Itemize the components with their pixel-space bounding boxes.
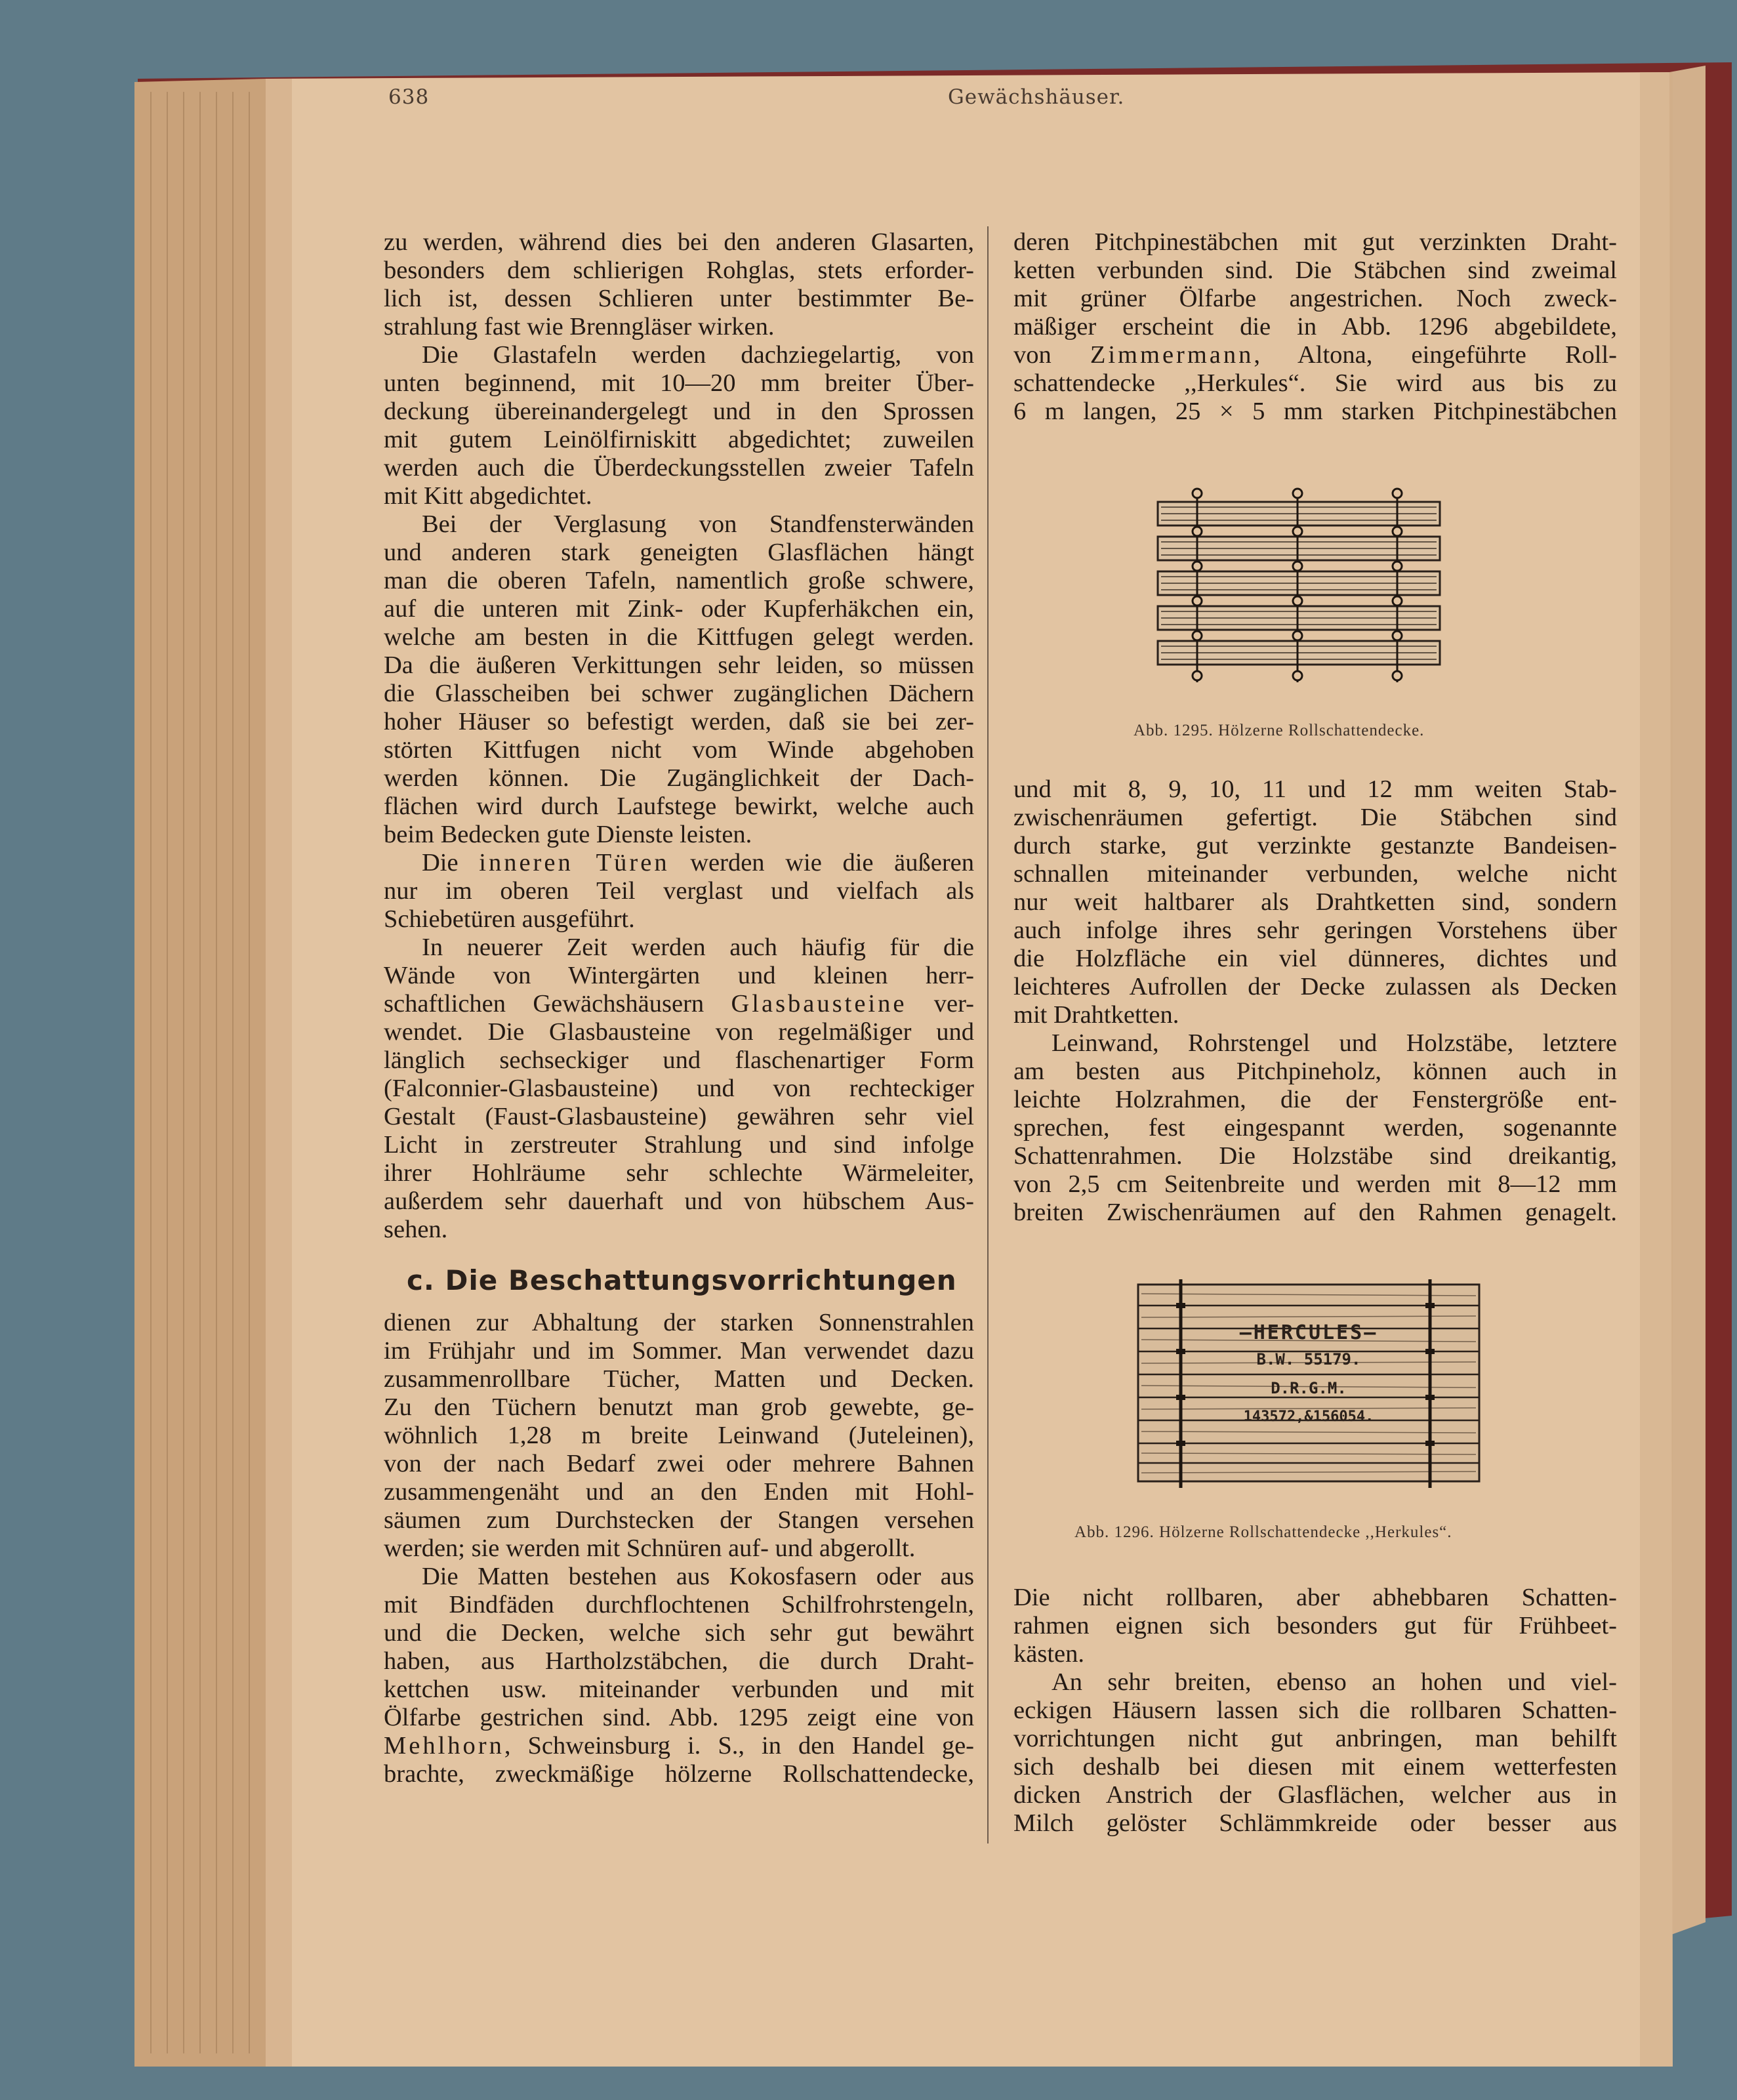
text-line: Die Glastafeln werden dachziegelartig, von [422,341,974,369]
text-line: schattendecke ,,Herkules“. Sie wird aus bis zu [1013,369,1617,397]
right-column [1013,228,1617,426]
text-line: Schattenrahmen. Die Holzstäbe sind dreikantig, [1013,1142,1617,1170]
text-line: Milch gelöster Schlämmkreide oder besser aus [1013,1809,1617,1837]
text-line: Bei der Verglasung von Standfensterwänden [422,510,974,538]
paragraph [384,849,974,934]
text-line: am besten aus Pitchpineholz, können auch in [1013,1058,1617,1085]
text-line: man die oberen Tafeln, namentlich große schwere, [384,567,974,594]
text-line: flächen wird durch Laufstege bewirkt, welche auch [384,793,974,820]
text-line: kettchen usw. miteinander verbunden und mit [384,1676,974,1703]
herkules-stamp [1194,1322,1423,1428]
text-line: zwischenräumen gefertigt. Die Stäbchen sind [1013,804,1617,831]
text-line: schnallen miteinander verbunden, welche nicht [1013,860,1617,888]
text-line: mit gutem Leinölfirniskitt abgedichtet; zuweilen [384,426,974,453]
paragraph [1013,1029,1617,1227]
text-line: zusammengenäht und an den Enden mit Hohl- [384,1478,974,1506]
text-line: und anderen stark geneigten Glasflächen hängt [384,539,974,566]
stamp-line: D.R.G.M. [1271,1379,1347,1397]
text-line: wendet. Die Glasbausteine von regelmäßiger und [384,1018,974,1046]
text-line: ihrer Hohlräume sehr schlechte Wärmeleiter, [384,1159,974,1187]
stamp-line: B.W. 55179. [1256,1350,1361,1369]
text-line: auf die unteren mit Zink- oder Kupferhäkchen ein, [384,595,974,623]
figure-1296-herkules-shade [1135,1279,1482,1489]
text-line: nur weit haltbarer als Drahtketten sind, sondern [1013,888,1617,916]
text-line: Die inneren Türen werden wie die äußeren [422,849,974,876]
paragraph [384,934,974,1244]
text-line: zusammenrollbare Tücher, Matten und Decken. [384,1365,974,1393]
spaced-emphasis: Mehlhorn [384,1732,504,1760]
text-line: Schiebetüren ausgeführt. [384,905,635,933]
text-line: Die Matten bestehen aus Kokosfasern oder aus [422,1563,974,1590]
text-line: werden auch die Überdeckungsstellen zweier Tafeln [384,454,974,482]
paragraph [384,341,974,510]
paragraph [1013,1668,1617,1838]
text-line: rahmen eignen sich besonders gut für Frühbeet- [1013,1612,1617,1639]
text-line: und mit 8, 9, 10, 11 und 12 mm weiten Stab- [1013,775,1617,803]
spaced-emphasis: Glasbausteine [731,990,907,1018]
text-line: mit grüner Ölfarbe angestrichen. Noch zweck- [1013,285,1617,312]
paragraph [384,228,974,341]
text-line: sehen. [384,1216,448,1243]
text-line: kästen. [1013,1640,1084,1668]
text-line: An sehr breiten, ebenso an hohen und viel- [1052,1668,1617,1696]
text-line: deren Pitchpinestäbchen mit gut verzinkten Draht- [1013,228,1617,256]
paragraph [384,1563,974,1788]
paragraph [1013,775,1617,1029]
text-line: störten Kittfugen nicht vom Winde abgehoben [384,736,974,764]
text-line: die Holzfläche ein viel dünneres, dichtes und [1013,945,1617,972]
text-line: deckung übereinandergelegt und in den Sprossen [384,398,974,425]
text-line: mit Kitt abgedichtet. [384,482,592,510]
text-line: die Glasscheiben bei schwer zugänglichen Dächern [384,680,974,707]
page-number: 638 [388,85,430,109]
text-line: säumen zum Durchstecken der Stangen versehen [384,1506,974,1534]
text-line: ketten verbunden sind. Die Stäbchen sind zweimal [1013,257,1617,284]
right-column-bottom [1013,1584,1617,1838]
text-line: mäßiger erscheint die in Abb. 1296 abgebildete, [1013,313,1617,340]
text-line: wöhnlich 1,28 m breite Leinwand (Juteleinen), [384,1422,974,1449]
text-line: Mehlhorn, Schweinsburg i. S., in den Handel ge- [384,1732,974,1760]
text-line: von 2,5 cm Seitenbreite und werden mit 8—12 mm [1013,1170,1617,1198]
paragraph [1013,1584,1617,1668]
text-line: schaftlichen Gewächshäusern Glasbausteine ver- [384,990,974,1018]
text-line: Da die äußeren Verkittungen sehr leiden, so müssen [384,651,974,679]
spaced-emphasis: inneren Türen [479,849,670,876]
text-line: beim Bedecken gute Dienste leisten. [384,821,752,848]
running-title: Gewächshäuser. [948,85,1125,109]
text-line: unten beginnend, mit 10—20 mm breiter Über- [384,369,974,397]
section-heading: c. Die Beschattungsvorrichtungen [407,1264,957,1296]
text-line: Wände von Wintergärten und kleinen herr- [384,962,974,989]
text-line: werden können. Die Zugänglichkeit der Dach- [384,764,974,792]
text-line: sprechen, fest eingespannt werden, sogenannte [1013,1114,1617,1142]
text-line: In neuerer Zeit werden auch häufig für die [422,934,974,961]
text-line: Gestalt (Faust-Glasbausteine) gewähren sehr viel [384,1103,974,1130]
text-line: welche am besten in die Kittfugen gelegt werden. [384,623,974,651]
figure-1295-roller-shade [1148,485,1450,695]
text-line: von der nach Bedarf zwei oder mehrere Bahnen [384,1450,974,1477]
text-line: eckigen Häusern lassen sich die rollbaren Schatten- [1013,1697,1617,1724]
text-line: hoher Häuser so befestigt werden, daß sie bei zer- [384,708,974,735]
text-line: dicken Anstrich der Glasflächen, welcher aus in [1013,1781,1617,1809]
text-line: Die nicht rollbaren, aber abhebbaren Schatten- [1013,1584,1617,1611]
text-line: von Zimmermann, Altona, eingeführte Roll- [1013,341,1618,369]
text-line: besonders dem schlierigen Rohglas, stets erforder- [384,257,974,284]
text-line: vorrichtungen nicht gut anbringen, man behilft [1013,1725,1617,1752]
figure-1295-caption: Abb. 1295. Hölzerne Rollschattendecke. [1134,722,1425,739]
text-line: mit Bindfäden durchflochtenen Schilfrohrstengeln, [384,1591,974,1618]
text-line: sich deshalb bei diesen mit einem wetterfesten [1013,1753,1617,1781]
figure-1296-caption: Abb. 1296. Hölzerne Rollschattendecke ,,Herkules“. [1074,1523,1452,1541]
text-line: brachte, zweckmäßige hölzerne Rollschattendecke, [384,1760,974,1788]
text-line: strahlung fast wie Brenngläser wirken. [384,313,775,340]
paragraph [1013,228,1617,426]
text-line: lich ist, dessen Schlieren unter bestimmter Be- [384,285,974,312]
text-line: länglich sechseckiger und flaschenartiger Form [384,1046,974,1074]
text-line: und die Decken, welche sich sehr gut bewährt [384,1619,974,1647]
right-column-middle [1013,775,1617,1227]
stamp-line: 143572,&156054. [1243,1409,1374,1425]
spaced-emphasis: Zimmermann [1090,341,1254,369]
text-line: 6 m langen, 25 × 5 mm starken Pitchpinestäbchen [1013,398,1617,425]
text-line: dienen zur Abhaltung der starken Sonnenstrahlen [384,1309,974,1336]
text-line: leichteres Aufrollen der Decke zulassen als Decken [1013,973,1617,1000]
text-line: werden; sie werden mit Schnüren auf- und abgerollt. [384,1534,916,1562]
text-line: Licht in zerstreuter Strahlung und sind infolge [384,1131,974,1159]
paragraph [384,1309,974,1563]
text-line: breiten Zwischenräumen auf den Rahmen genagelt. [1013,1199,1617,1226]
text-line: leichte Holzrahmen, die der Fenstergröße ent- [1013,1086,1617,1113]
text-line: im Frühjahr und im Sommer. Man verwendet dazu [384,1337,974,1365]
text-line: zu werden, während dies bei den anderen Glasarten, [384,228,974,256]
text-line: (Falconnier-Glasbausteine) und von rechteckiger [384,1075,974,1102]
stamp-line: —HERCULES— [1239,1321,1378,1344]
paragraph [384,510,974,849]
text-line: Zu den Tüchern benutzt man grob gewebte, ge- [384,1393,974,1421]
text-line: außerdem sehr dauerhaft und von hübschem Aus- [384,1187,974,1215]
left-column [384,228,974,1788]
text-line: nur im oberen Teil verglast und vielfach als [384,877,974,905]
text-line: mit Drahtketten. [1013,1001,1179,1029]
text-line: haben, aus Hartholzstäbchen, die durch Draht- [384,1647,974,1675]
text-line: Ölfarbe gestrichen sind. Abb. 1295 zeigt eine von [384,1704,974,1731]
text-line: Leinwand, Rohrstengel und Holzstäbe, letztere [1052,1029,1617,1057]
text-line: auch infolge ihres sehr geringen Vorstehens über [1013,916,1617,944]
text-line: durch starke, gut verzinkte gestanzte Bandeisen- [1013,832,1617,859]
